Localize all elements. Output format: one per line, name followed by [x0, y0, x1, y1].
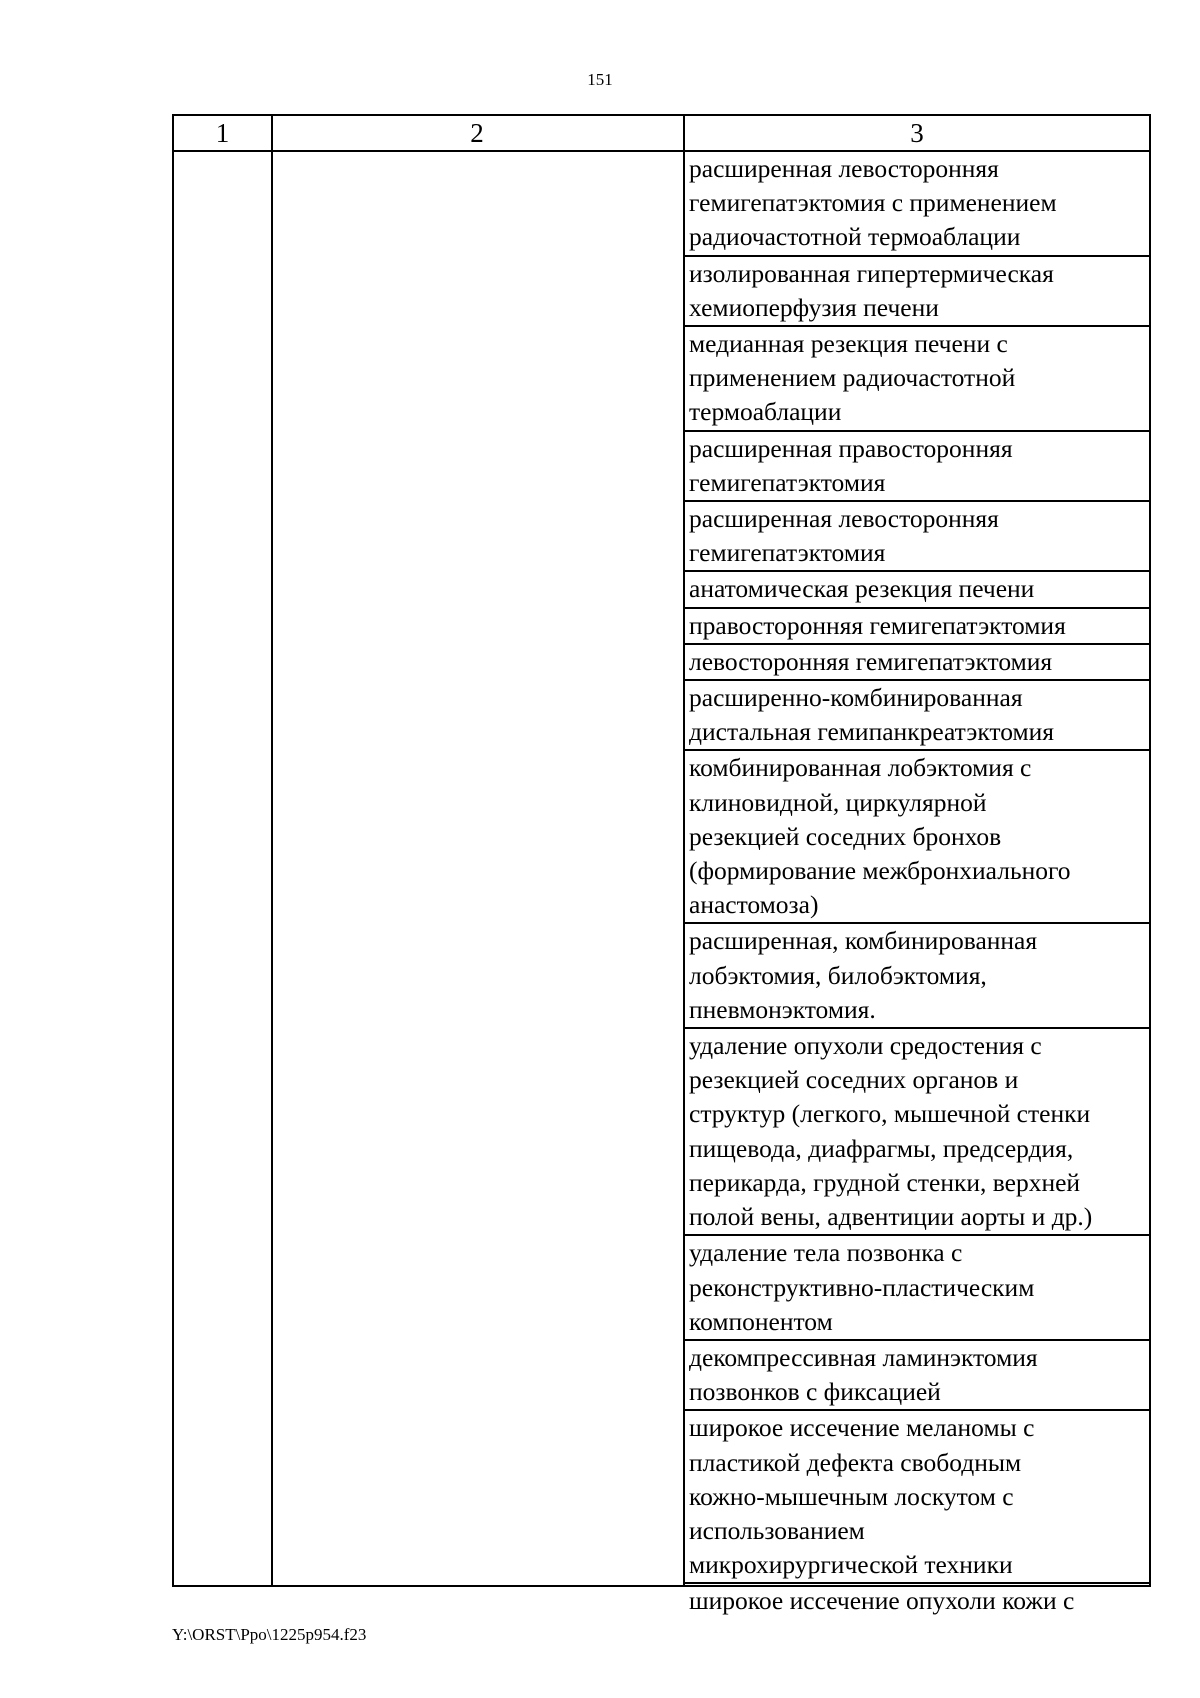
- table-cell: [685, 1411, 1149, 1584]
- table-cell: [685, 609, 1149, 645]
- cell-text-line: широкое иссечение опухоли кожи с: [689, 1586, 1075, 1616]
- cell-text-line: гемигепатэктомия с применением: [689, 188, 1057, 218]
- table-cell: [685, 1584, 1149, 1618]
- column-3-cells: [685, 152, 1149, 1616]
- cell-text-line: удаление тела позвонка с: [689, 1238, 963, 1268]
- cell-text-line: пластикой дефекта свободным: [689, 1447, 1022, 1477]
- cell-text-line: хемиоперфузия печени: [689, 292, 939, 322]
- cell-text-line: полой вены, адвентиции аорты и др.): [689, 1202, 1093, 1232]
- table-cell: [685, 645, 1149, 681]
- cell-text-line: удаление опухоли средостения с: [689, 1031, 1042, 1061]
- cell-text-line: позвонков с фиксацией: [689, 1377, 941, 1407]
- cell-text-line: кожно-мышечным лоскутом с: [689, 1481, 1014, 1511]
- table-cell: [685, 1341, 1149, 1411]
- cell-text-line: (формирование межбронхиального: [689, 856, 1071, 886]
- procedures-table: [172, 114, 1151, 1616]
- table-cell: [685, 432, 1149, 502]
- cell-text-line: клиновидной, циркулярной: [689, 787, 987, 817]
- table-cell: [685, 681, 1149, 751]
- cell-text-line: пищевода, диафрагмы, предсердия,: [689, 1133, 1074, 1163]
- cell-text-line: гемигепатэктомия: [689, 538, 886, 568]
- cell-text-line: резекцией соседних органов и: [689, 1065, 1019, 1095]
- cell-text-line: использованием: [689, 1515, 865, 1545]
- table-cell: [685, 502, 1149, 572]
- cell-text-line: дистальная гемипанкреатэктомия: [689, 717, 1054, 747]
- cell-text-line: перикарда, грудной стенки, верхней: [689, 1167, 1081, 1197]
- cell-text-line: структур (легкого, мышечной стенки: [689, 1099, 1091, 1129]
- column-header-1: 1: [215, 118, 230, 148]
- cell-text-line: правосторонняя гемигепатэктомия: [689, 610, 1066, 640]
- cell-text-line: микрохирургической техники: [689, 1550, 1013, 1580]
- cell-text-line: широкое иссечение меланомы с: [689, 1413, 1035, 1443]
- table-cell: [685, 572, 1149, 608]
- table-cell: [685, 1029, 1149, 1236]
- cell-text-line: расширенная, комбинированная: [689, 926, 1038, 956]
- column-header-2: 2: [470, 118, 484, 148]
- cell-text-line: реконструктивно-пластическим: [689, 1272, 1035, 1302]
- table-cell: [685, 257, 1149, 327]
- cell-text-line: гемигепатэктомия: [689, 467, 886, 497]
- cell-text-line: резекцией соседних бронхов: [689, 821, 1002, 851]
- cell-text-line: лобэктомия, билобэктомия,: [689, 960, 987, 990]
- column-divider-1: [271, 116, 273, 1585]
- cell-text-line: радиочастотной термоаблации: [689, 222, 1021, 252]
- cell-text-line: расширенная левосторонняя: [689, 504, 999, 534]
- cell-text-line: расширенная правосторонняя: [689, 433, 1013, 463]
- table-cell: [685, 1236, 1149, 1341]
- cell-text-line: пневмонэктомия.: [689, 994, 876, 1024]
- file-path-footer: Y:\ORST\Ppo\1225p954.f23: [172, 1625, 367, 1644]
- table-cell: [685, 924, 1149, 1029]
- page-number: 151: [587, 70, 613, 89]
- cell-text-line: анатомическая резекция печени: [689, 574, 1035, 604]
- table-cell: [685, 751, 1149, 924]
- cell-text-line: расширенная левосторонняя: [689, 154, 999, 183]
- cell-text-line: медианная резекция печени с: [689, 329, 1008, 359]
- cell-text-line: левосторонняя гемигепатэктомия: [689, 646, 1053, 676]
- cell-text-line: анастомоза): [689, 890, 819, 920]
- cell-text-line: термоаблации: [689, 397, 842, 427]
- table-cell: [685, 327, 1149, 432]
- table-cell: [685, 152, 1149, 257]
- cell-text-line: комбинированная лобэктомия с: [689, 753, 1032, 783]
- cell-text-line: декомпрессивная ламинэктомия: [689, 1342, 1038, 1372]
- cell-text-line: компонентом: [689, 1306, 833, 1336]
- cell-text-line: расширенно-комбинированная: [689, 683, 1023, 713]
- cell-text-line: применением радиочастотной: [689, 363, 1016, 393]
- column-header-3: 3: [910, 118, 924, 148]
- cell-text-line: изолированная гипертермическая: [689, 258, 1054, 288]
